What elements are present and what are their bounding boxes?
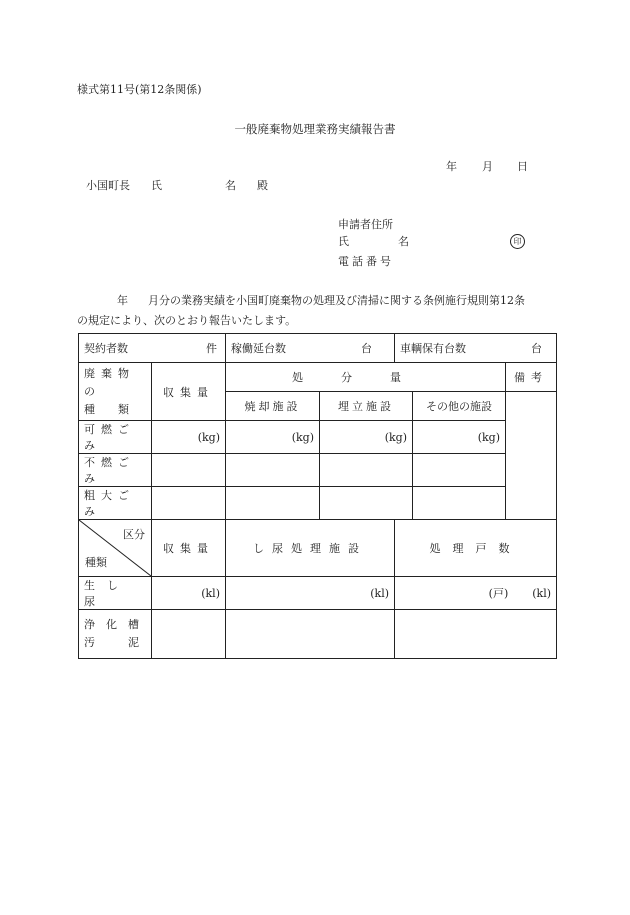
form-number: 様式第11号(第12条関係) bbox=[77, 83, 202, 96]
vehicles-running-cell[interactable] bbox=[226, 334, 395, 363]
unit-kg: (kg) bbox=[197, 430, 220, 444]
addressee bbox=[86, 180, 268, 191]
table-row bbox=[79, 610, 557, 659]
addressee-mayor: 小国町長 bbox=[86, 179, 130, 192]
night-soil-collection-cell[interactable] bbox=[152, 577, 226, 610]
report-text-line2: の規定により、次のとおり報告いたします。 bbox=[77, 314, 297, 327]
report-text-line1 bbox=[117, 295, 525, 306]
unit-kg: (kg) bbox=[291, 430, 314, 444]
septic-line2: 汚 泥 bbox=[84, 636, 139, 649]
waste-name-burnable: 可燃ごみ bbox=[79, 421, 152, 454]
nonburnable-collection-cell[interactable] bbox=[152, 454, 226, 487]
night-soil-name: 生し尿 bbox=[79, 577, 152, 610]
vehicles-owned-unit: 台 bbox=[531, 342, 543, 355]
table-row bbox=[79, 487, 557, 520]
night-collection-header: 収集量 bbox=[152, 520, 226, 577]
vehicles-owned-label: 車輌保有台数 bbox=[400, 342, 467, 355]
unit-kl: (kl) bbox=[201, 586, 220, 600]
unit-kl: (kl) bbox=[532, 587, 552, 600]
burnable-collection-cell[interactable] bbox=[152, 421, 226, 454]
bulky-landfill-cell[interactable] bbox=[320, 487, 413, 520]
report-year: 年 bbox=[117, 294, 128, 307]
bulky-incineration-cell[interactable] bbox=[226, 487, 320, 520]
landfill-header: 埋立施設 bbox=[320, 392, 413, 421]
waste-name-nonburnable: 不燃ごみ bbox=[79, 454, 152, 487]
remarks-header: 備考 bbox=[506, 363, 557, 392]
unit-kg: (kg) bbox=[384, 430, 408, 444]
vehicles-running-label: 稼働延台数 bbox=[231, 342, 286, 355]
nonburnable-incineration-cell[interactable] bbox=[226, 454, 320, 487]
seal-mark: 印 bbox=[510, 234, 525, 249]
septic-households-cell[interactable] bbox=[395, 610, 557, 659]
applicant-phone-label: 電話番号 bbox=[338, 255, 394, 268]
category-type-header bbox=[79, 520, 152, 577]
applicant-name-label-b: 名 bbox=[398, 235, 409, 248]
unit-kl: (kl) bbox=[370, 586, 390, 600]
night-soil-households-cell[interactable] bbox=[395, 577, 557, 610]
report-table bbox=[78, 333, 557, 659]
contractors-label: 契約者数 bbox=[84, 342, 128, 355]
date-day-label: 日 bbox=[517, 160, 528, 173]
table-row-summary bbox=[79, 334, 557, 363]
waste-type-line1: 廃棄物の bbox=[84, 366, 135, 398]
table-row-night-header bbox=[79, 520, 557, 577]
table-row bbox=[79, 454, 557, 487]
waste-type-header bbox=[79, 363, 152, 421]
remarks-cell[interactable] bbox=[506, 392, 557, 520]
incineration-header: 焼却施設 bbox=[226, 392, 320, 421]
unit-household: (戸) bbox=[488, 587, 509, 600]
nonburnable-landfill-cell[interactable] bbox=[320, 454, 413, 487]
document-title: 一般廃棄物処理業務実績報告書 bbox=[234, 122, 396, 136]
contractors-cell[interactable] bbox=[79, 334, 226, 363]
waste-name-bulky: 粗大ごみ bbox=[79, 487, 152, 520]
bulky-other-cell[interactable] bbox=[413, 487, 506, 520]
addressee-dono: 殿 bbox=[257, 179, 268, 192]
collection-header: 収集量 bbox=[152, 363, 226, 421]
septic-sludge-name bbox=[79, 610, 152, 659]
addressee-mei: 名 bbox=[225, 179, 236, 192]
report-text: 月分の業務実績を小国町廃棄物の処理及び清掃に関する条例施行規則第12条 bbox=[148, 294, 525, 307]
waste-type-line2: 種 類 bbox=[84, 402, 135, 416]
applicant-name-label-a: 氏 bbox=[338, 235, 349, 248]
other-facility-header: その他の施設 bbox=[413, 392, 506, 421]
bulky-collection-cell[interactable] bbox=[152, 487, 226, 520]
table-row bbox=[79, 421, 557, 454]
night-soil-facility-cell[interactable] bbox=[226, 577, 395, 610]
septic-line1: 浄 化 槽 bbox=[84, 618, 139, 631]
unit-kg: (kg) bbox=[477, 430, 501, 444]
addressee-shi: 氏 bbox=[151, 179, 162, 192]
households-header: 処理戸数 bbox=[395, 520, 557, 577]
date-month-label: 月 bbox=[482, 160, 493, 173]
table-row bbox=[79, 577, 557, 610]
applicant-address-label: 申請者住所 bbox=[338, 218, 393, 231]
table-row-waste-header bbox=[79, 363, 557, 392]
night-facility-header: し尿処理施設 bbox=[226, 520, 395, 577]
vehicles-owned-cell[interactable] bbox=[395, 334, 557, 363]
date-year-label: 年 bbox=[446, 160, 457, 173]
burnable-incineration-cell[interactable] bbox=[226, 421, 320, 454]
septic-facility-cell[interactable] bbox=[226, 610, 395, 659]
vehicles-running-unit: 台 bbox=[361, 342, 373, 355]
burnable-landfill-cell[interactable] bbox=[320, 421, 413, 454]
septic-collection-cell[interactable] bbox=[152, 610, 226, 659]
category-label: 区分 bbox=[123, 528, 145, 541]
disposal-header: 処分量 bbox=[226, 363, 506, 392]
burnable-other-cell[interactable] bbox=[413, 421, 506, 454]
type-label: 種類 bbox=[85, 556, 107, 569]
nonburnable-other-cell[interactable] bbox=[413, 454, 506, 487]
contractors-unit: 件 bbox=[206, 342, 217, 355]
